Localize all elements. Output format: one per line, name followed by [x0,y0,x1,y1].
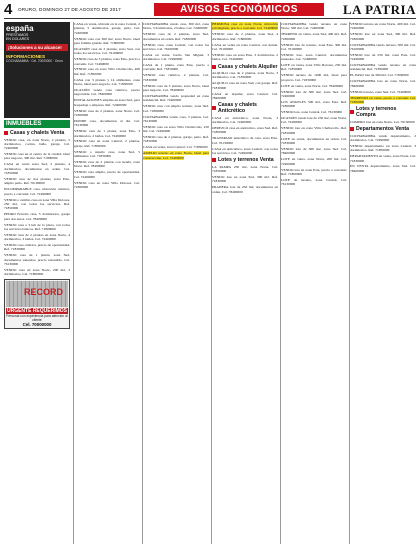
record-phone: Cel. 70000000 [22,321,52,327]
column-5 [280,22,347,544]
classified-ad: CASA en venta en zona Central, con tienda. Cel. 76100000 [212,42,278,51]
classified-ad: VENDO casa con 360 m2, zona Norte, ideal para familia grande. Ref. 71800000 [74,36,140,45]
classified-ad: VENDO lote de terreno, zona Este, 300 m2. Cel. 76100000 [281,42,347,51]
category-heading [4,130,70,136]
category-marker-icon [212,158,216,162]
classified-ad: VENDO o cambio casa en zona Villa Dolores, 250 m2, con todos los servicios. Ref. 71850000 [4,197,70,211]
classified-ad: TERRENO en venta, zona Sud, 400 m2. Ref. 71800000 [281,32,347,41]
column-3 [142,22,209,544]
classified-ad: VENDO lote, zona Central. Cel. 76130000 [281,110,343,115]
classified-ad: VENDO casa amplia, precio de oportunidad. Cel. 72400000 [74,170,140,179]
classified-ad: VENDO casa en zona Villa Challacollo, 400 m2. Ref. 71850000 [74,67,140,76]
column-4-ads [212,22,278,194]
category-marker-icon [212,65,216,69]
page-header [4,3,416,19]
page-number: 4 [4,1,13,18]
classified-ad: VENDO casa de dos plantas, zona Este, amplio patio. Ref. 76100000 [4,177,70,186]
column-5-ads [281,22,347,187]
category-heading-text: Casas y chalets Venta [10,130,65,136]
classified-ad: LOTE de terreno, zona Central. Cel. 76130000 [281,177,347,187]
classified-ad: VENDO casa de 1 planta, zona Este, 3 dormitorios, 2 baños. Cel. 72490000 [74,129,140,138]
record-title: RECORD [24,286,64,297]
record-headline: URGENTE REQUERIMOS [6,307,67,314]
classified-ad: OFREZCO casa en anticrético, zona Sud. Ref. 71800000 [212,126,278,135]
column-1 [4,22,70,544]
classified-ad: VENDO casa de 2 plantas, zona Sud, 4 dormitorios. Ref. 71800000 [212,32,278,41]
classified-ad: LA PAMPA 250 m2, zona Norte. Cel. 71850000 [212,164,278,174]
category-marker-icon [212,106,216,110]
classified-ad: COCHABAMBA vendo casa, 3 plantas. Cel. 76130000 [143,114,209,123]
classified-ad: VENDO lote en zona Sud, 300 m2. Ref. 71830000 [212,175,278,184]
classified-ad: INCOMPARABLE casa, ubicación céntrica, precio a convenir. Cel. 72490000 [4,187,70,196]
classified-ad: VENDO casa de 1 planta, zona Sud, documentos saneados, precio razonable. Cel. 76130000 [4,253,70,267]
classified-ad: CASA en anticrético, zona Norte, 3 dormitorios. Cel. 72400000 [212,115,278,125]
header-rule [4,18,416,19]
classified-ad: EL PASO lote de 300 m2. Cel. 71830000 [350,73,409,78]
classified-ad: CASA en alquiler, zona Central. Cel. 78400000 [212,91,278,100]
classified-ad: VENDO lote de 300 m2, zona Sud. Cel. 78400000 [281,146,347,156]
category-heading-text: Casas y chalets Alquiler [218,63,278,70]
category-heading [212,157,278,163]
classified-ad: LOS ANGELES 500 m2, zona Este. Ref. 71800000 [281,99,347,109]
classified-ad: EN VENTA departamento, zona Sud. Cel. 78400000 [350,164,416,173]
classified-ad: AMPLIO terreno en zona Norte, ideal para construcción. Cel. 72400000 [143,151,209,160]
espana-logo: españa [6,24,34,33]
espana-line2: EN DOLARES [6,37,30,42]
classified-ad: CASA en venta zona Sud, 2 plantas, 4 dormitorios, documentos en orden. Cel. 71850000 [4,162,70,176]
record-text: Personal con experiencia para atención al cliente [6,313,68,322]
column-6 [349,22,416,544]
classified-ad: VENDO casa en zona Villa Challacollo, 250 m2. Cel. 72490000 [143,124,209,134]
ad-box-espana [4,22,70,118]
classified-ad: LOTE en venta, zona Norte, 200 m2. Cel. 72400000 [281,157,347,166]
classified-ad: VENDO terreno, zona Sud. Cel. 72400000 [350,89,411,94]
category-heading-text: Lotes y terrenos Compra [356,106,397,119]
classified-ad: COMPRO lote en zona Norte. Cel. 76130000 [350,119,415,124]
classified-ad: COCHABAMBA vendo terreno en zona residencial. Ref. 71850000 [350,63,416,72]
category-heading [350,106,416,118]
category-heading [350,126,416,132]
classified-ad: CASA de 1 planta, zona Este, precio a convenir. Ref. 71850000 [143,63,209,72]
espana-mid: ¡Soluciones a su alcance! [6,44,68,51]
classified-ad: VENDO terreno de 1000 m2, ideal para proyecto. Cel. 71830000 [281,73,347,82]
category-marker-icon [350,127,354,131]
classifieds-page [4,3,416,543]
classified-ad: HERMOSA casa en zona Norte, ubicación privilegiada, precio a convenir. Cel. 72400000 [212,22,278,31]
classified-ad: VENDO casa a 3 km de la plaza, con todos los servicios básicos. Ref. 71800000 [4,222,70,231]
column-3-ads [143,22,209,160]
dateline: ORURO, DOMINGO 27 DE AGOSTO DE 2017 [18,7,121,12]
classified-ad: VENDO casa, zona Central, con todos los servicios. Cel. 76100000 [143,42,209,51]
espana-small: COCHABAMBA · Cel. 70000000 · Oruro [6,59,64,64]
classified-ad: CASA con 3 plantas y 14 ambientes, zona Norte, ideal para negocio. Cel. 71830000 [74,77,140,87]
classified-ad: LOTE en venta, zona Norte. Cel. 78400000 [281,83,343,88]
category-heading [212,64,278,70]
record-building-image [6,281,68,307]
classified-ad: ALQUILO casa en zona Sud, con garaje. Ref. 71830000 [212,81,278,90]
classified-ad: TRANSPASO anticrético de casa, zona Este. Cel. 76130000 [212,136,278,145]
ad-box-record [4,279,70,329]
column-4 [211,22,278,544]
column-6-ads [350,22,416,173]
classified-ad: VENDO casa en zona Villa Dolores. Cel. 71800000 [74,180,140,189]
espana-info: INFORMACIONES [6,54,46,60]
classified-ad: PEDRO Ferreira casa, 5 dormitorios, garaje para dos autos. Cel. 78400000 [4,212,70,221]
classified-ad: VENDO lote, zona Central, documentos saneados. Cel. 72490000 [281,52,347,62]
category-heading-text: Casas y chalets Anticrético [218,102,257,115]
column-1-ads [4,120,70,277]
classified-ad: VENDO casa en el centro de la ciudad, ideal para negocio, 300 m2. Ref. 71800000 [4,152,70,161]
classified-ad: VENDO casa en zona Norte, 200 m2, 3 dormitorios. Cel. 71800000 [4,267,70,277]
classified-ad: VENDO casa céntrica, precio de oportunidad. Ref. 71830000 [4,243,70,252]
classified-ad: VENDO casa de 2 plantas, garaje, patio. Ref. 71850000 [143,135,209,144]
category-heading-text: Lotes y terrenos Venta [218,157,274,164]
classified-ad: CASA en anticrético, zona Central, con todos los servicios. Cel. 72490000 [212,146,278,155]
category-marker-icon [4,131,8,135]
classified-ad: VENDO casa de 3 plantas, zona Norte, ideal para negocio. Cel. 78400000 [143,83,209,93]
classified-ad: VENDO casa de 3 plantas, zona Este, precio a convenir. Cel. 72490000 [74,57,140,66]
column-2-ads [74,22,140,189]
section-heading: INMUEBLES [4,120,70,128]
classified-ad: LOTE en venta, zona Villa Dolores, 250 m2. Ref. 71850000 [281,63,347,72]
classified-ad: VENDO lote de 360 m2, zona Sud. Cel. 72400000 [281,89,347,98]
classified-ad: VENDO casa de 2 plantas, zona Norte. Cel. 71800000 [74,108,140,117]
classified-ad: VENDO departamento en zona Central, 3 dormitorios. Ref. 71850000 [350,143,416,153]
classified-ad: VENDO lote en zona Villa Challacollo. Ref. 71850000 [281,126,347,135]
classified-ad: VENDO casa de 2 plantas en zona Norte, 4 dormitorios, 3 baños. Cel. 72400000 [4,232,70,242]
classified-ad: VENDO casa en zona Central, 2 plantas, garaje. Ref. 71850000 [74,139,140,148]
classified-ad: DONDE casa, documentos al día. Cel. 76130000 [74,118,140,128]
classified-ad: COCHABAMBA vendo departamento, 2 dormitorios. Cel. 72490000 [350,133,416,142]
category-marker-icon [350,110,354,114]
classified-ad: ALQUILO casa de 2 plantas, zona Norte, 3 dormitorios. Cel. 71850000 [212,71,278,80]
classified-ad: INSTALACIONES amplias en zona Sud, para hospedaje o empresa. Ref. 72400000 [74,98,140,107]
classified-ad: COCHABAMBA lote en zona Norte. Cel. 78400000 [350,79,416,88]
classified-ad: OCASIÓN vendo casa céntrica, precio negociable. Cel. 78400000 [74,88,140,97]
classified-ad: VENDO casa con amplio terreno, zona Sud. Cel. 71800000 [143,104,209,113]
classified-ad: CASA en venta, barrio San Miguel, 3 dormitorios. Cel. 72490000 [143,52,209,62]
classified-ad: COCHABAMBA vendo terreno en zona Norte, 500 m2. Cel. 72400000 [281,22,347,31]
classified-ad: VENDO lote de 250 m2, zona Este. Cel. 72490000 [350,52,416,62]
classified-ad: PRADERA lote de 250 m2, documentos en orden. Cel. 78400000 [212,185,278,194]
classified-ad: COCHABAMBA vendo casa, 300 m2, zona Norte, 3 dormitorios, 2 baños. Cel. 72400000 [143,22,209,31]
classified-ad: VENDO o alquilo casa, zona Sud, 5 ambientes. Cel. 71830000 [74,149,140,159]
newspaper-brand: LA PATRIA [343,2,416,17]
classified-ad: OCASIÓN vendo lote de 250 m2, zona Norte. Cel. 72490000 [281,116,347,125]
section-title: AVISOS ECONÓMICOS [154,3,324,16]
classified-ad: VENDO lote en zona Este, precio a convenir. Ref. 71800000 [281,167,347,176]
classified-ad: VENDO lote en zona Sud, 300 m2. Ref. 71800000 [350,32,416,41]
classified-ad: COCHABAMBA vendo terreno, 500 m2. Cel. 76100000 [350,42,416,51]
category-heading [212,102,278,114]
classified-ad: VENDO casa en zona Este, 3 dormitorios, 2 baños. Cel. 72490000 [212,52,278,62]
columns-container [4,22,416,544]
classified-ad: VENDO casa de 2 plantas, zona Sud, documentos en orden. Ref. 71800000 [143,32,209,41]
classified-ad: VENDO casa, en zona Norte, 2 plantas, 5 dormitorios, cocina, baño, garaje. Cel. 72400000 [4,137,70,151]
classified-ad: DEPARTAMENTO en venta, zona Norte. Cel. 71830000 [350,154,416,163]
classified-ad: CASA en venta, zona Central. Cel. 71830000 [143,145,208,150]
classified-ad: OCASIÓN casa de 2 plantas, zona Sud, con todos los servicios. Cel. 76100000 [74,46,140,56]
classified-ad: LOTE en venta, documentos en orden. Cel. 71830000 [281,136,347,146]
classified-ad: VENDO casa de 2 plantas con tienda, zona Norte. Ref. 78400000 [74,160,140,169]
espana-line1: PRESTAMOS [6,33,29,37]
classified-ad: VENDO casa céntrica, 2 plantas. Cel. 71830000 [143,73,209,82]
classified-ad: CASA en venta, ubicada en la zona Central, 2 plantas, 5 dormitorios, garaje, patio. Cel. 72400000 [74,22,140,35]
classified-ad: VENDO terreno en zona Norte, 400 m2. Cel. 72400000 [350,22,416,31]
classified-ad: COCHABAMBA vendo propiedad en zona residencial. Ref. 72400000 [143,93,209,103]
column-2 [73,22,140,544]
category-heading-text: Departamentos Venta [356,126,410,133]
classified-ad: TERRENOS en venta, precio a convenir. Cel. 71800000 [350,95,416,104]
